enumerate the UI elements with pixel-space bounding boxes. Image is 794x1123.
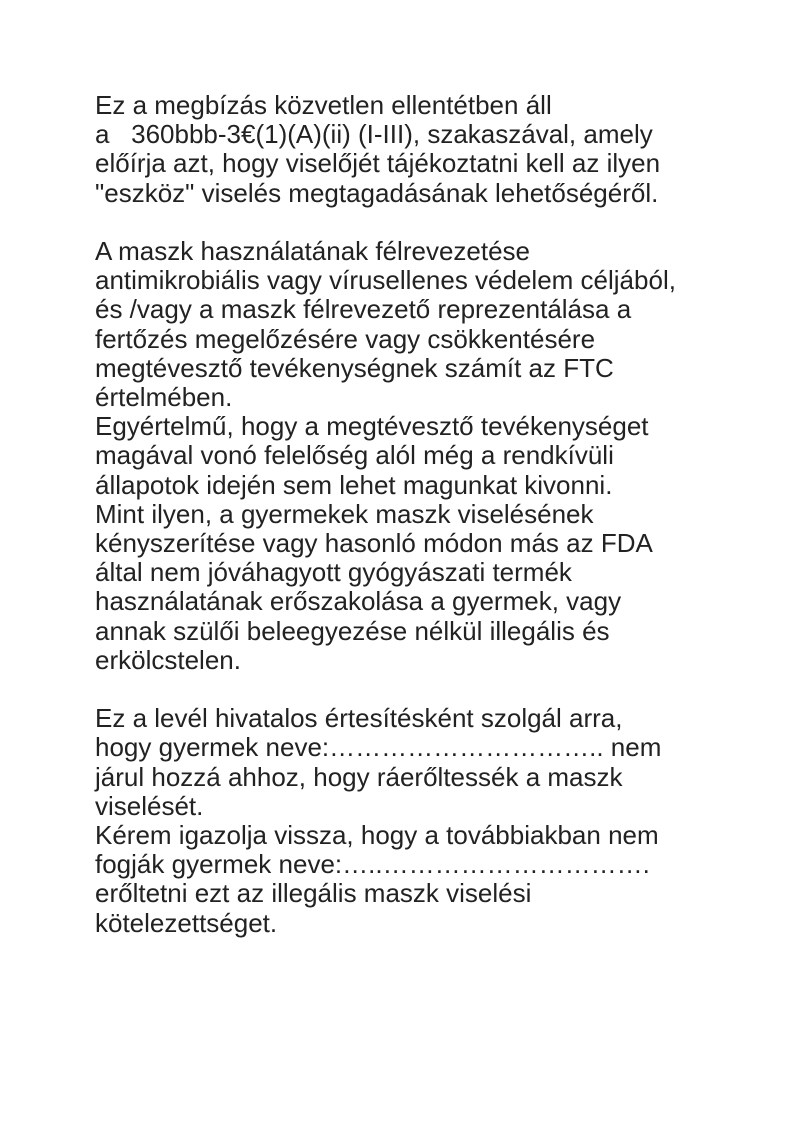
text-line: magával vonó felelőség alól még a rendkívüli	[95, 440, 614, 471]
paragraph-legal-reference	[95, 91, 735, 208]
text-line: antimikrobiális vagy vírusellenes védelem céljából,	[95, 265, 676, 296]
paragraph-spacer	[95, 208, 735, 237]
text-line: erőltetni ezt az illegális maszk viselési	[95, 878, 532, 909]
text-line: annak szülői beleegyezése nélkül illegális és	[95, 615, 610, 646]
child-name-line: hogy gyermek neve:………………………….. nem	[95, 732, 662, 763]
text-line: Ez a levél hivatalos értesítésként szolgál arra,	[95, 703, 623, 734]
letter-body	[95, 91, 735, 938]
text-line: fertőzés megelőzésére vagy csökkentésére	[95, 323, 596, 354]
text-line: értelmében.	[95, 382, 233, 413]
text-line: használatának erőszakolása a gyermek, vagy	[95, 586, 622, 617]
text-line: Mint ilyen, a gyermekek maszk viselésének	[95, 498, 594, 529]
child-name-line: fogják gyermek neve:…..………………………….	[95, 849, 650, 880]
text-line: viselését.	[95, 790, 204, 821]
text-line: Ez a megbízás közvetlen ellentétben áll	[95, 90, 552, 120]
text-line: állapotok idején sem lehet magunkat kivonni.	[95, 469, 613, 500]
text-line: előírja azt, hogy viselőjét tájékoztatni kell az ilyen	[95, 148, 661, 179]
text-line: a 360bbb-3€(1)(A)(ii) (I-III), szakaszával, amely	[95, 119, 653, 150]
text-line: kötelezettséget.	[95, 907, 278, 938]
text-line: Egyértelmű, hogy a megtévesztő tevékenységet	[95, 411, 649, 442]
paragraph-mask-misrepresentation	[95, 237, 735, 675]
text-line: járul hozzá ahhoz, hogy ráerőltessék a maszk	[95, 761, 623, 792]
paragraph-official-notice	[95, 704, 735, 938]
text-line: megtévesztő tevékenységnek számít az FTC	[95, 352, 614, 383]
text-line: erkölcstelen.	[95, 644, 241, 675]
paragraph-spacer	[95, 675, 735, 704]
text-line: kényszerítése vagy hasonló módon más az FDA	[95, 528, 653, 559]
text-line: és /vagy a maszk félrevezető reprezentálása a	[95, 294, 632, 325]
text-line: "eszköz" viselés megtagadásának lehetőségéről.	[95, 177, 659, 208]
text-line: A maszk használatának félrevezetése	[95, 236, 531, 266]
text-line: által nem jóváhagyott gyógyászati termék	[95, 557, 572, 588]
text-line: Kérem igazolja vissza, hogy a továbbiakban nem	[95, 820, 659, 851]
